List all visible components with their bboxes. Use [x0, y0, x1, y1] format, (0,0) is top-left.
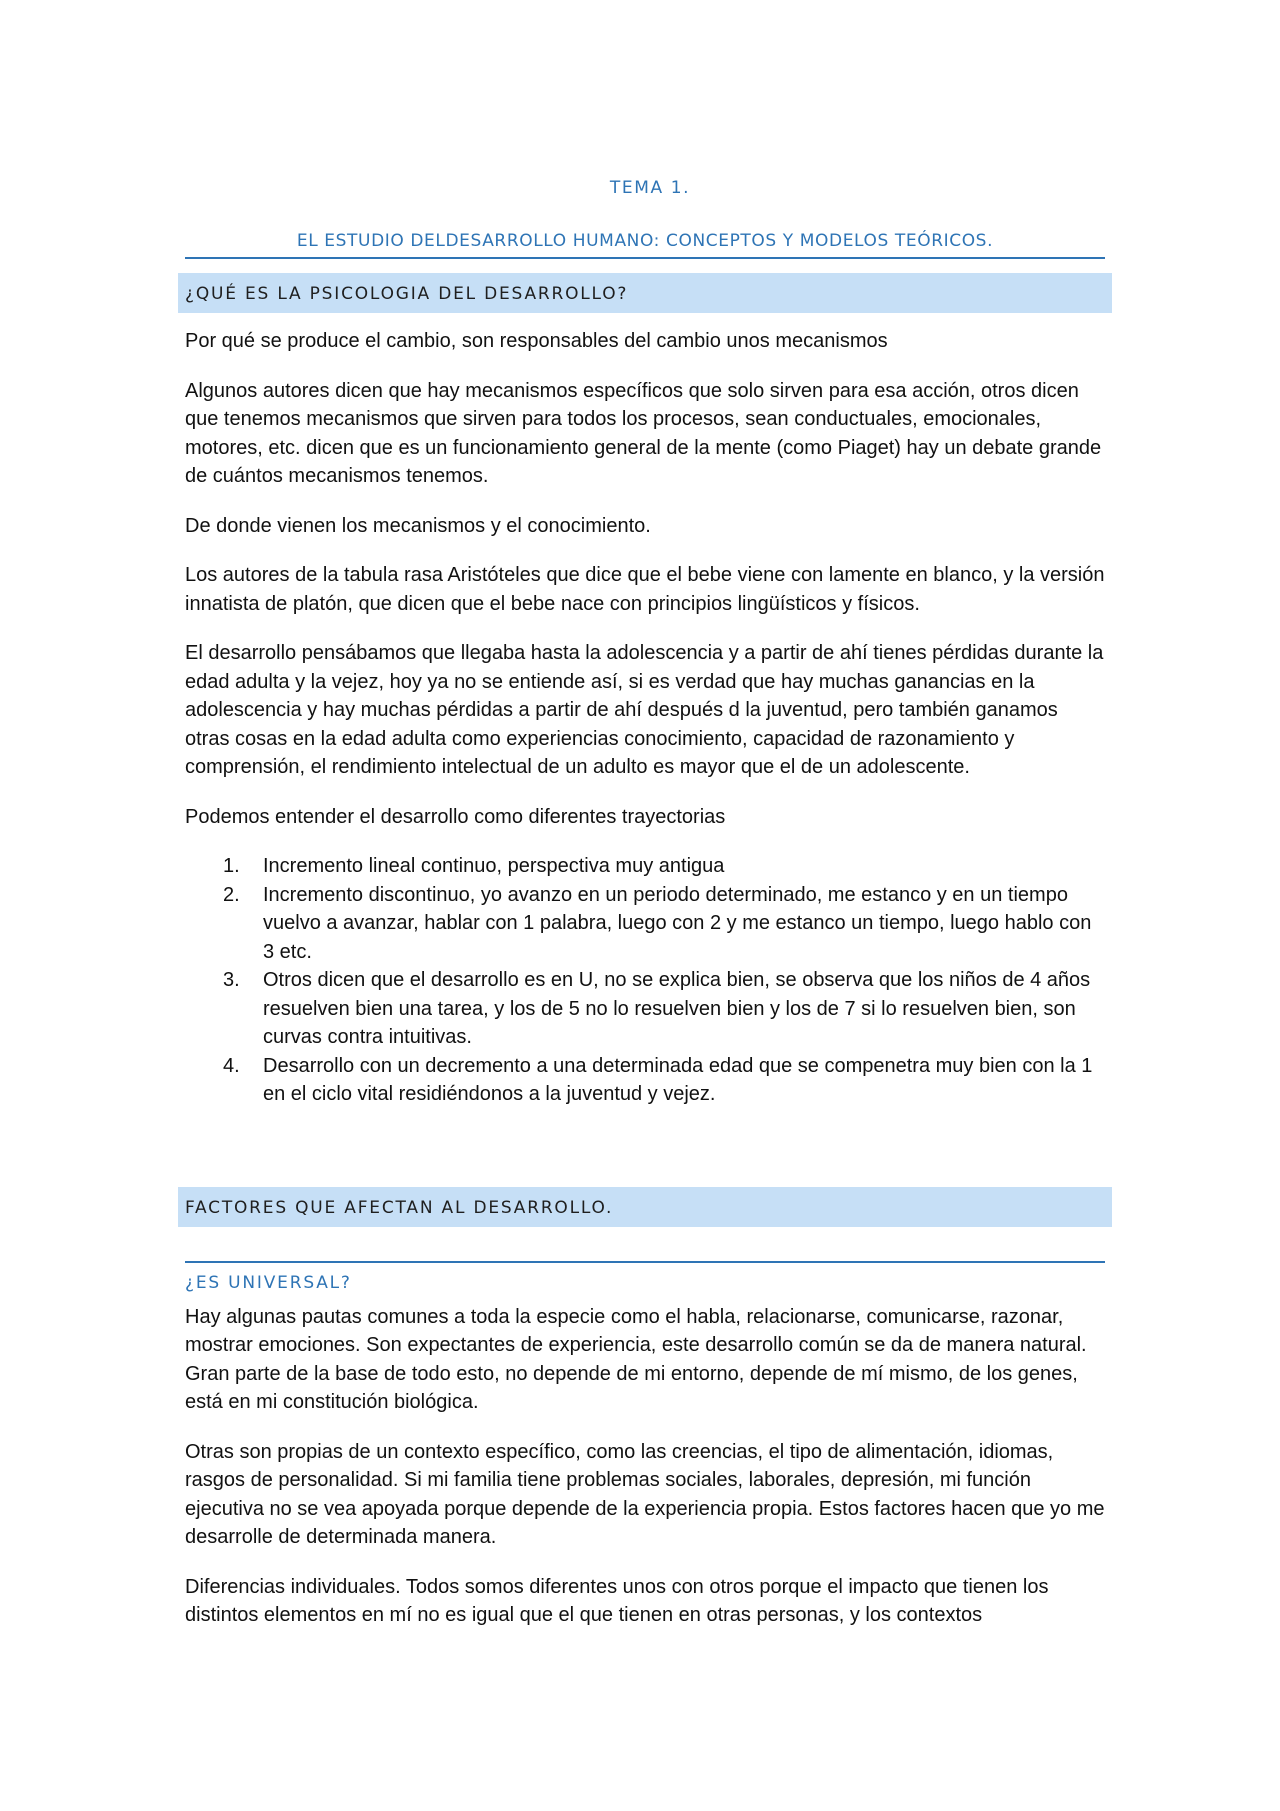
paragraph: El desarrollo pensábamos que llegaba hasta la adolescencia y a partir de ahí tienes pérdidas durante la edad adulta y la vejez, hoy ya no se entiende así, si es verdad que hay muchas ganancias en la adolescencia y hay muchas pérdidas a partir de ahí después d la juventud, pero también ganamos otras cosas en la edad adulta como experiencias conocimiento, capacidad de razonamiento y comprensión, el rendimiento intelectual de un adulto es mayor que el de un adolescente.: [185, 642, 1104, 778]
document-title: TEMA 1.: [609, 178, 691, 198]
document-subtitle: EL ESTUDIO DELDESARROLLO HUMANO: CONCEPTOS Y MODELOS TEÓRICOS.: [185, 229, 1105, 259]
trajectories-list: [185, 852, 1105, 1109]
list-item-number: 1.: [223, 855, 240, 877]
list-item-text: Otros dicen que el desarrollo es en U, no se explica bien, se observa que los niños de 4 años resuelven bien una tarea, y los de 5 no lo resuelven bien y los de 7 si lo resuelven bien, son curvas contra intuitivas.: [263, 969, 1091, 1048]
list-item-text: Incremento lineal continuo, perspectiva muy antigua: [263, 855, 725, 877]
list-item: [185, 966, 1105, 1052]
list-item-text: Desarrollo con un decremento a una determinada edad que se compenetra muy bien con la 1 en el ciclo vital residiéndonos a la juventud y vejez.: [263, 1054, 1093, 1105]
list-item: [185, 1052, 1105, 1109]
section-heading-factores: FACTORES QUE AFECTAN AL DESARROLLO.: [178, 1187, 1112, 1227]
list-item-number: 2.: [223, 883, 240, 906]
section-heading-psicologia: ¿QUÉ ES LA PSICOLOGIA DEL DESARROLLO?: [178, 273, 1112, 313]
list-item-number: 4.: [223, 1054, 240, 1077]
paragraph: Diferencias individuales. Todos somos diferentes unos con otros porque el impacto que tienen los distintos elementos en mí no es igual que el que tienen en otras personas, y los contextos: [185, 1575, 1049, 1626]
subheading-universal: ¿ES UNIVERSAL?: [185, 1272, 352, 1293]
paragraph: Por qué se produce el cambio, son responsables del cambio unos mecanismos: [185, 330, 888, 352]
paragraph: Hay algunas pautas comunes a toda la especie como el habla, relacionarse, comunicarse, razonar, mostrar emociones. Son expectantes de experiencia, este desarrollo común se da de manera natural. Gran parte de la base de todo esto, no depende de mi entorno, depende de mí mismo, de los genes, está en mi constitución biológica.: [185, 1305, 1087, 1413]
paragraph: Otras son propias de un contexto específico, como las creencias, el tipo de alimentación, idiomas, rasgos de personalidad. Si mi familia tiene problemas sociales, laborales, depresión, mi función ejecutiva no se vea apoyada porque depende de la experiencia propia. Estos factores hacen que yo me desarrolle de determinada manera.: [185, 1440, 1105, 1548]
paragraph: Los autores de la tabula rasa Aristóteles que dice que el bebe viene con lamente en blanco, y la versión innatista de platón, que dicen que el bebe nace con principios lingüísticos y físicos.: [185, 564, 1105, 615]
list-item-text: Incremento discontinuo, yo avanzo en un periodo determinado, me estanco y en un tiempo vuelvo a avanzar, hablar con 1 palabra, luego con 2 y me estanco un tiempo, luego hablo con 3 etc.: [263, 883, 1092, 963]
list-item: [185, 881, 1105, 967]
subheading-divider: [185, 1261, 1105, 1263]
list-item-number: 3.: [223, 969, 240, 991]
paragraph: Podemos entender el desarrollo como diferentes trayectorias: [185, 805, 726, 828]
paragraph: De donde vienen los mecanismos y el conocimiento.: [185, 514, 651, 537]
document-content: [185, 176, 1105, 1630]
list-item: [185, 852, 1105, 881]
paragraph: Algunos autores dicen que hay mecanismos específicos que solo sirven para esa acción, otros dicen que tenemos mecanismos que sirven para todos los procesos, sean conductuales, emocionales, motores, etc. dicen que es un funcionamiento general de la mente (como Piaget) hay un debate grande de cuántos mecanismos tenemos.: [185, 379, 1102, 487]
